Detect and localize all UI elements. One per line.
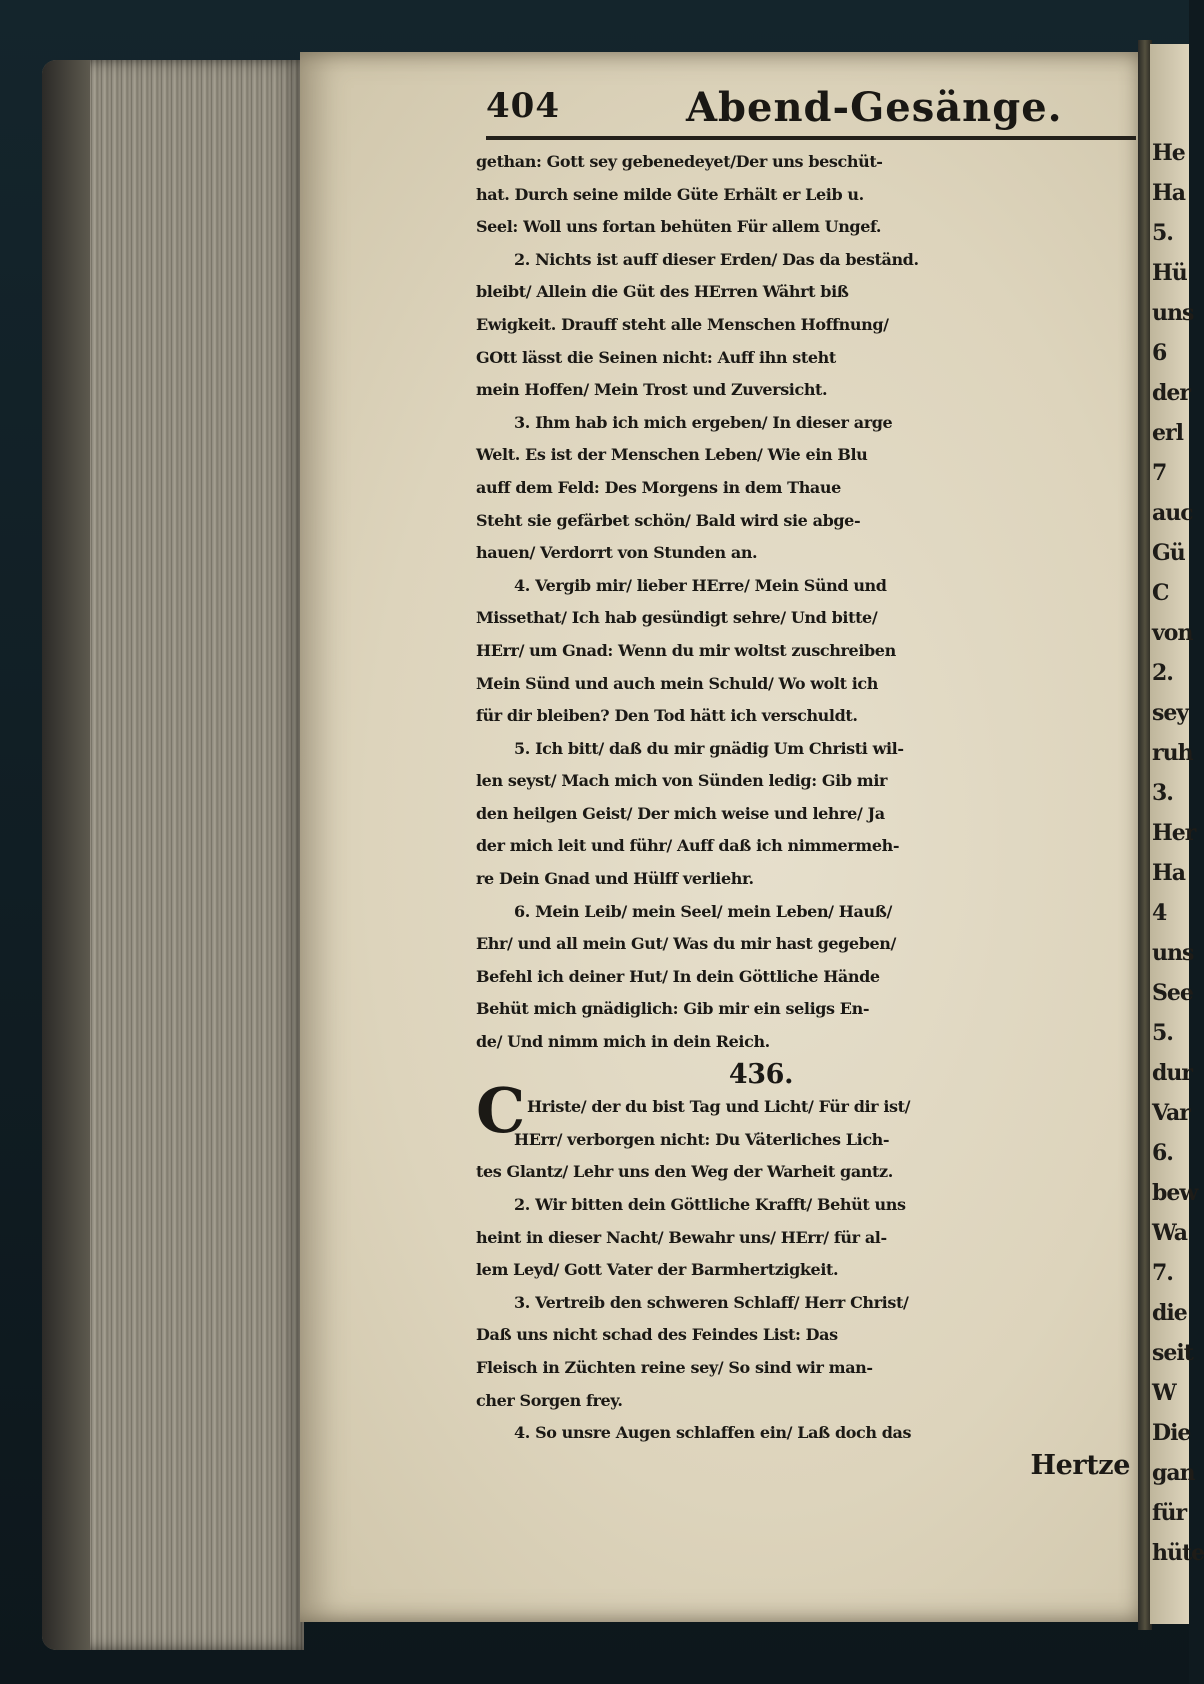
text-line [476, 374, 1136, 407]
text-line [476, 1450, 1136, 1483]
text-line [476, 1385, 1136, 1418]
facing-page-text: Die [1152, 1420, 1191, 1446]
facing-page-text: 4 [1152, 900, 1167, 926]
facing-page-fragment [1150, 44, 1204, 1624]
facing-page-text: dur [1152, 1060, 1192, 1086]
text-line-content: Hertze [1030, 1449, 1130, 1481]
text-line-content: 3. Ihm hab ich mich ergeben/ In dieser arge [514, 412, 893, 432]
facing-page-text: 2. [1152, 660, 1173, 686]
text-line-content: tes Glantz/ Lehr uns den Weg der Warheit gantz. [476, 1162, 893, 1182]
text-line [476, 798, 1136, 831]
text-line [476, 407, 1136, 440]
text-line-content: auff dem Feld: Des Morgens in dem Thaue [476, 477, 841, 497]
text-line [476, 309, 1136, 342]
text-line [476, 1026, 1136, 1059]
text-line-content: der mich leit und führ/ Auff daß ich nimmermeh- [476, 836, 900, 856]
text-line [476, 1417, 1136, 1450]
facing-page-text: seit [1152, 1340, 1193, 1366]
facing-page-text: W [1152, 1380, 1176, 1406]
facing-page-text: 6 [1152, 340, 1167, 366]
text-line-content: Behüt mich gnädiglich: Gib mir ein seligs En- [476, 999, 870, 1019]
text-line [476, 211, 1136, 244]
text-line-content: Steht sie gefärbet schön/ Bald wird sie abge- [476, 510, 861, 530]
text-line-content: Hriste/ der du bist Tag und Licht/ Für dir ist/ [526, 1097, 911, 1117]
facing-page-text: C [1152, 580, 1169, 606]
text-line-content: HErr/ verborgen nicht: Du Väterliches Lich- [514, 1129, 890, 1149]
text-line [476, 1254, 1136, 1287]
text-line-content: bleibt/ Allein die Güt des HErren Währt biß [476, 282, 849, 302]
text-line [476, 146, 1136, 179]
text-line [476, 570, 1136, 603]
text-line [476, 342, 1136, 375]
text-line [476, 472, 1136, 505]
text-line-content: HErr/ um Gnad: Wenn du mir woltst zuschreiben [476, 640, 896, 660]
text-line-content: 3. Vertreib den schweren Schlaff/ Herr Christ/ [514, 1292, 909, 1312]
text-line-content: Ewigkeit. Drauff steht alle Menschen Hoffnung/ [476, 314, 889, 334]
book-cover-edge [42, 60, 90, 1650]
text-line-content: Ehr/ und all mein Gut/ Was du mir hast gegeben/ [476, 934, 896, 954]
facing-page-text: Her [1152, 820, 1196, 846]
hymn-number [476, 1059, 1136, 1092]
text-line-content: Mein Sünd und auch mein Schuld/ Wo wolt ich [476, 673, 878, 693]
text-line-content: für dir bleiben? Den Tod hätt ich verschuldt. [476, 706, 858, 726]
facing-page-text: erl [1152, 420, 1183, 446]
page-title: Abend-Gesänge. [686, 84, 1063, 131]
facing-page-text: hüte [1152, 1540, 1204, 1566]
facing-page-text: für [1152, 1500, 1187, 1526]
text-line [476, 765, 1136, 798]
text-line-content: Missethat/ Ich hab gesündigt sehre/ Und bitte/ [476, 608, 878, 628]
facing-page-text: bew [1152, 1180, 1198, 1206]
text-line-content: gethan: Gott sey gebenedeyet/Der uns beschüt- [476, 152, 883, 171]
text-line [476, 439, 1136, 472]
text-line [476, 1189, 1136, 1222]
text-line [476, 700, 1136, 733]
text-line [476, 276, 1136, 309]
text-line-content: 4. Vergib mir/ lieber HErre/ Mein Sünd und [514, 575, 887, 595]
text-line [476, 668, 1136, 701]
text-line-content: 2. Wir bitten dein Göttliche Krafft/ Behüt uns [514, 1195, 906, 1214]
text-line-content: mein Hoffen/ Mein Trost und Zuversicht. [476, 380, 828, 400]
text-line [476, 179, 1136, 212]
running-head [486, 86, 1136, 136]
text-line [476, 1352, 1136, 1385]
text-line-content: 436. [728, 1058, 794, 1090]
facing-page-text: 6. [1152, 1140, 1173, 1166]
text-line-content: Daß uns nicht schad des Feindes List: Das [476, 1325, 838, 1345]
facing-page-text: He [1152, 140, 1185, 166]
text-line-content: 4. So unsre Augen schlaffen ein/ Laß doch das [514, 1423, 912, 1443]
hymn-text-block [476, 146, 1136, 1482]
page-number: 404 [486, 86, 560, 126]
drop-cap: C [476, 1074, 525, 1148]
facing-page-text: 7. [1152, 1260, 1173, 1286]
text-line-content: Seel: Woll uns fortan behüten Für allem Ungef. [476, 217, 882, 237]
text-line [476, 537, 1136, 570]
text-line-content: 2. Nichts ist auff dieser Erden/ Das da beständ. [514, 249, 919, 269]
text-line-content: hat. Durch seine milde Güte Erhält er Leib u. [476, 184, 864, 204]
facing-page-text: 5. [1152, 220, 1173, 246]
text-line [476, 505, 1136, 538]
text-line [476, 961, 1136, 994]
facing-page-text: die [1152, 1300, 1187, 1326]
facing-page-text: uns [1152, 940, 1194, 966]
facing-page-text: Ha [1152, 180, 1186, 206]
facing-page-text: auc [1152, 500, 1193, 526]
text-line-content: lem Leyd/ Gott Vater der Barmhertzigkeit. [476, 1260, 839, 1280]
text-line-content: GOtt lässt die Seinen nicht: Auff ihn steht [476, 347, 836, 367]
text-line-content: heint in dieser Nacht/ Bewahr uns/ HErr/ für al- [476, 1227, 887, 1247]
facing-page-text: 3. [1152, 780, 1173, 806]
facing-page-text: Ha [1152, 860, 1186, 886]
facing-page-text: uns [1152, 300, 1194, 326]
facing-page-text: sey [1152, 700, 1189, 726]
text-line-content: len seyst/ Mach mich von Sünden ledig: Gib mir [476, 771, 888, 791]
facing-page-text: gan [1152, 1460, 1195, 1486]
text-line [476, 863, 1136, 896]
text-line-content: 6. Mein Leib/ mein Seel/ mein Leben/ Hauß/ [514, 901, 892, 921]
text-line-content: 5. Ich bitt/ daß du mir gnädig Um Christi wil- [514, 738, 904, 758]
text-line [476, 1319, 1136, 1352]
text-line-content: Befehl ich deiner Hut/ In dein Göttliche Hände [476, 966, 880, 986]
facing-page-text: ruh [1152, 740, 1193, 766]
facing-page-text: 5. [1152, 1020, 1173, 1046]
facing-page-text: See [1152, 980, 1193, 1006]
facing-page-text: Wa [1152, 1220, 1188, 1246]
header-rule [486, 136, 1136, 140]
text-line [476, 244, 1136, 277]
text-line [476, 896, 1136, 929]
text-line-content: cher Sorgen frey. [476, 1390, 623, 1410]
text-line [476, 993, 1136, 1026]
text-line [476, 830, 1136, 863]
text-line-content: Welt. Es ist der Menschen Leben/ Wie ein Blu [476, 445, 868, 465]
facing-page-text: der [1152, 380, 1190, 406]
facing-page-text: 7 [1152, 460, 1167, 486]
facing-page-text: von [1152, 620, 1193, 646]
text-line-content: den heilgen Geist/ Der mich weise und lehre/ Ja [476, 803, 885, 823]
text-line-content: Fleisch in Züchten reine sey/ So sind wir man- [476, 1357, 873, 1377]
text-line [476, 602, 1136, 635]
facing-page-text: Var [1152, 1100, 1190, 1126]
text-line [476, 733, 1136, 766]
facing-page-text: Hü [1152, 260, 1187, 286]
text-line-content: re Dein Gnad und Hülff verliehr. [476, 869, 754, 889]
facing-page-text: Gü [1152, 540, 1185, 566]
text-line [476, 1287, 1136, 1320]
text-line-content: de/ Und nimm mich in dein Reich. [476, 1032, 770, 1052]
text-line-content: hauen/ Verdorrt von Stunden an. [476, 543, 758, 563]
text-line [476, 928, 1136, 961]
text-line [476, 1124, 1136, 1157]
text-line [476, 635, 1136, 668]
text-line [476, 1222, 1136, 1255]
text-line [476, 1156, 1136, 1189]
